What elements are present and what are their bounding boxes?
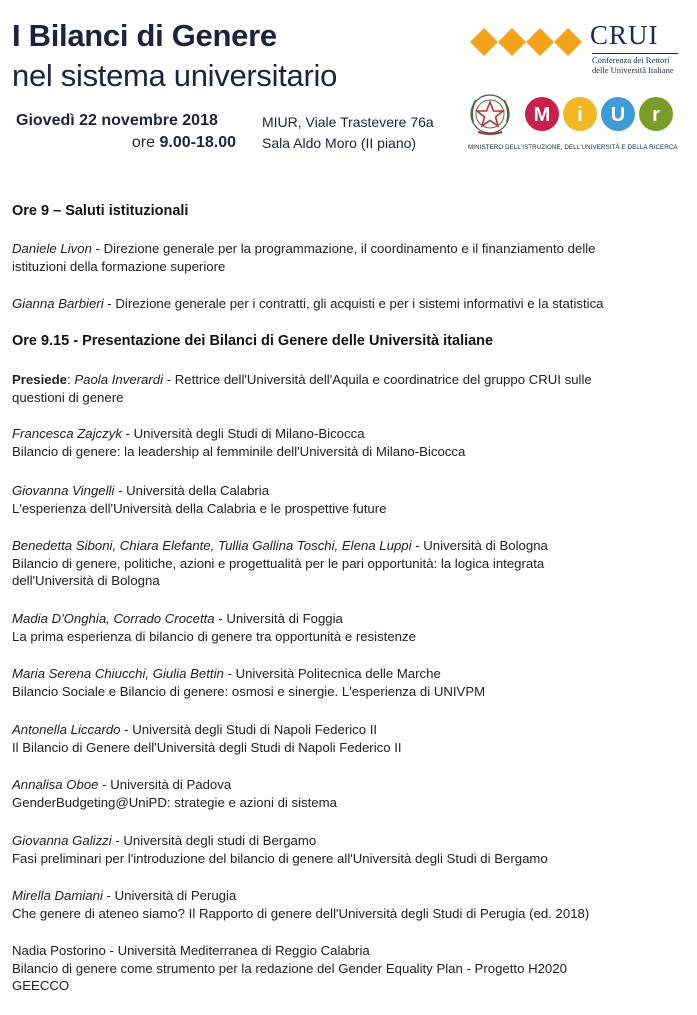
talk-item	[12, 832, 687, 867]
section-heading: Ore 9.15 - Presentazione dei Bilanci di Genere delle Università italiane	[12, 333, 494, 349]
speaker-name: Gianna Barbieri	[12, 296, 104, 311]
crui-diamond	[470, 28, 498, 56]
crui-diamond	[526, 28, 554, 56]
speaker-affiliation: - Università di Bologna	[411, 538, 548, 553]
talk-title: GEECCO	[12, 978, 70, 993]
talk-title: La prima esperienza di bilancio di genere tra opportunità e resistenze	[12, 628, 416, 644]
speaker-name: Paola Inverardi	[74, 372, 164, 387]
speaker-names: Francesca Zajczyk	[12, 426, 122, 441]
crui-logo-text: CRUI	[590, 20, 659, 50]
crui-diamond	[498, 28, 526, 56]
speaker-affiliation: - Università degli Studi di Napoli Federico II	[120, 722, 378, 737]
speaker-affiliation: - Università Mediterranea di Reggio Calabria	[105, 943, 370, 958]
talk-item	[12, 610, 687, 645]
page-title: I Bilanci di Genere	[12, 18, 277, 53]
miur-letter: M	[533, 104, 551, 126]
miur-logo-subtitle: MINISTERO DELL'ISTRUZIONE, DELL'UNIVERSITÀ E DELLA RICERCA	[468, 144, 678, 151]
page-subtitle: nel sistema universitario	[12, 58, 338, 93]
talk-item	[12, 665, 687, 700]
speaker-name: Daniele Livon	[12, 241, 92, 256]
talk-item	[12, 482, 687, 517]
talk-item	[12, 776, 687, 811]
speaker-role: - Rettrice dell'Università dell'Aquila e coordinatrice del gruppo CRUI sulle	[163, 372, 592, 387]
speaker-affiliation: - Università della Calabria	[114, 483, 270, 498]
speaker-role: istituzioni della formazione superiore	[12, 258, 226, 274]
miur-logo	[466, 90, 691, 156]
list-item	[12, 295, 687, 313]
talk-item	[12, 537, 687, 590]
talk-item	[12, 721, 687, 756]
talk-title: Bilancio di genere come strumento per la redazione del Gender Equality Plan - Progetto H2020	[12, 960, 567, 976]
section-heading: Ore 9 – Saluti istituzionali	[12, 203, 189, 219]
crui-logo-subtitle: Conferenza dei Rettori delle Università Italiane	[592, 55, 674, 75]
speaker-affiliation: - Università degli studi di Bergamo	[111, 833, 317, 848]
speaker-role: questioni di genere	[12, 389, 124, 405]
italian-emblem-icon	[471, 95, 509, 134]
speaker-role: - Direzione generale per i contratti, gli acquisti e per i sistemi informativi e la statistica	[103, 296, 604, 311]
speaker-names: Giovanna Galizzi	[12, 833, 112, 848]
miur-letter: i	[577, 104, 583, 126]
talk-title: Fasi preliminari per l'introduzione del bilancio di genere all'Università degli Studi di Bergamo	[12, 850, 548, 866]
talk-title: Bilancio di genere: la leadership al femminile dell'Università di Milano-Bicocca	[12, 443, 466, 459]
chair-entry: Presiede: Paola Inverardi - Rettrice dell'Università dell'Aquila e coordinatrice del gruppo CRUI sulle questioni di genere	[12, 371, 687, 406]
talk-item	[12, 942, 687, 995]
speaker-names: Benedetta Siboni, Chiara Elefante, Tullia Gallina Toschi, Elena Luppi	[12, 538, 412, 553]
miur-logo-graphic	[466, 90, 691, 142]
talk-title: L'esperienza dell'Università della Calabria e le prospettive future	[12, 500, 387, 516]
miur-letter: r	[652, 104, 660, 126]
event-date: Giovedì 22 novembre 2018	[16, 112, 218, 129]
speaker-names: Annalisa Oboe	[12, 777, 99, 792]
crui-diamond	[554, 28, 582, 56]
talk-title: Che genere di ateneo siamo? Il Rapporto di genere dell'Università degli Studi di Perugia (ed. 2018)	[12, 905, 590, 921]
list-item	[12, 240, 687, 275]
venue-room: Sala Aldo Moro (II piano)	[262, 135, 417, 151]
speaker-names: Giovanna Vingelli	[12, 483, 115, 498]
speaker-affiliation: - Università degli Studi di Milano-Bicocca	[121, 426, 365, 441]
speaker-names: Antonella Liccardo	[12, 722, 121, 737]
crui-diamonds-icon	[470, 26, 590, 66]
speaker-role: - Direzione generale per la programmazione, il coordinamento e il finanziamento delle	[91, 241, 596, 256]
speaker-affiliation: - Università di Foggia	[214, 611, 343, 626]
talk-title: GenderBudgeting@UniPD: strategie e azioni di sistema	[12, 794, 337, 810]
crui-divider	[592, 53, 678, 54]
miur-letter: U	[610, 104, 626, 126]
talk-item	[12, 887, 687, 922]
speaker-names: Maria Serena Chiucchi, Giulia Bettin	[12, 666, 224, 681]
talk-title: Il Bilancio di Genere dell'Università degli Studi di Napoli Federico II	[12, 739, 402, 755]
speaker-names: Nadia Postorino	[12, 943, 106, 958]
talk-title: Bilancio di genere, politiche, azioni e progettualità per le pari opportunità: la logica integrata	[12, 555, 545, 571]
speaker-names: Madia D'Onghia, Corrado Crocetta	[12, 611, 215, 626]
chair-label: Presiede	[12, 372, 67, 387]
event-venue	[262, 112, 434, 154]
talk-title: Bilancio Sociale e Bilancio di genere: osmosi e sinergie. L'esperienza di UNIVPM	[12, 683, 486, 699]
speaker-affiliation: - Università di Perugia	[102, 888, 237, 903]
crui-logo	[470, 20, 685, 86]
speaker-names: Mirella Damiani	[12, 888, 103, 903]
venue-address: MIUR, Viale Trastevere 76a	[262, 114, 434, 130]
talk-item	[12, 425, 687, 460]
speaker-affiliation: - Università di Padova	[98, 777, 232, 792]
event-hours: ore 9.00-18.00	[131, 134, 236, 151]
talk-title: dell'Università di Bologna	[12, 573, 160, 588]
speaker-affiliation: - Università Politecnica delle Marche	[223, 666, 441, 681]
